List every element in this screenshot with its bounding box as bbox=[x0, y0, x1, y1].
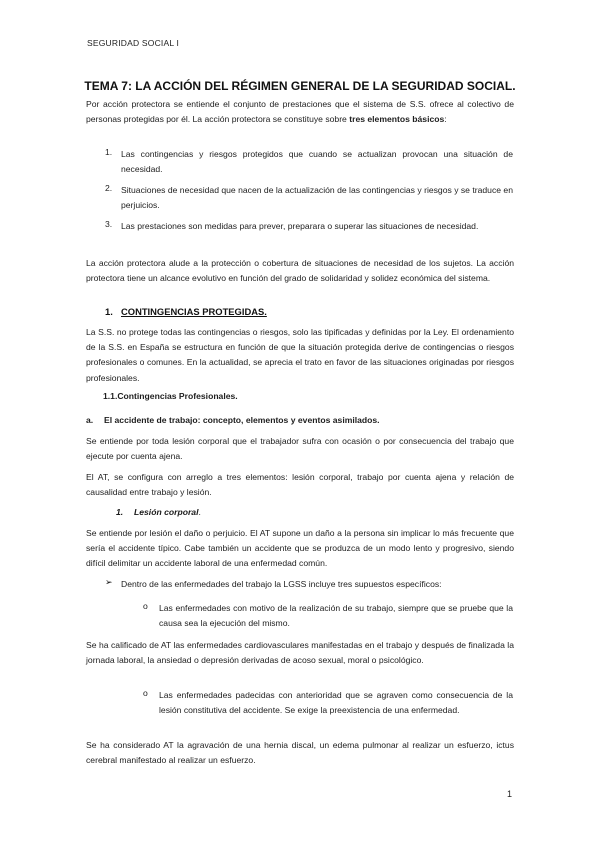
intro-paragraph bbox=[86, 97, 514, 127]
item-number: 1. bbox=[116, 507, 124, 517]
item-heading bbox=[134, 507, 201, 517]
list-item: Las prestaciones son medidas para prever, preparara o superar las situaciones de necesidad. bbox=[121, 221, 479, 231]
item-title: Lesión corporal bbox=[134, 507, 199, 517]
circle-list-item: Las enfermedades con motivo de la realización de su trabajo, siempre que se pruebe que la causa sea la ejecución del mismo. bbox=[159, 603, 513, 629]
list-number: 1. bbox=[105, 147, 113, 157]
section-heading: CONTINGENCIAS PROTEGIDAS. bbox=[121, 306, 267, 317]
paragraph-at-elements: El AT, se configura con arreglo a tres elementos: lesión corporal, trabajo por cuenta ajena y relación de causalidad entre trabajo y lesión. bbox=[86, 472, 514, 498]
subsection-heading: 1.1.Contingencias Profesionales. bbox=[103, 391, 238, 401]
paragraph-dano: Se entiende por lesión el daño o perjuicio. El AT supone un daño a la persona sin implicar lo más frecuente que sería el accidente típico. Cabe también un accidente que se produzca de un modo lento y progresivo, siendo difícil delimitar un accidente laboral de una enfermedad común. bbox=[86, 528, 514, 569]
paragraph-ss: La S.S. no protege todas las contingencias o riesgos, solo las tipificadas y definidas por la Ley. El ordenamiento de la S.S. en España se estructura en función de que la situación protegida derive de contingencias o riesgos profesionales o comunes. En la actualidad, se aprecia el trato en favor de las situaciones originadas por riesgos profesionales. bbox=[86, 327, 514, 383]
circle-bullet-icon: o bbox=[143, 601, 148, 611]
arrow-list-item: Dentro de las enfermedades del trabajo la LGSS incluye tres supuestos específicos: bbox=[121, 579, 442, 589]
paragraph-hernia: Se ha considerado AT la agravación de una hernia discal, un edema pulmonar al realizar un esfuerzo, ictus cerebral manifestado al realizar un esfuerzo. bbox=[86, 740, 514, 766]
intro-end: : bbox=[444, 114, 447, 125]
list-item: Situaciones de necesidad que nacen de la actualización de las contingencias y riesgos y se traduce en perjuicios. bbox=[121, 185, 513, 211]
point-a-label: a. bbox=[86, 415, 94, 425]
paragraph-lesion-def: Se entiende por toda lesión corporal que el trabajador sufra con ocasión o por consecuencia del trabajo que ejecute por cuenta ajena. bbox=[86, 436, 514, 462]
section-number: 1. bbox=[105, 306, 113, 317]
intro-text: Por acción protectora se entiende el conjunto de prestaciones que el sistema de S.S. ofrece al colectivo de personas protegidas por él. La acción protectora se constituye sobre bbox=[86, 99, 514, 125]
arrow-bullet-icon: ➢ bbox=[105, 577, 113, 587]
list-number: 3. bbox=[105, 219, 113, 229]
running-header: SEGURIDAD SOCIAL I bbox=[87, 38, 180, 48]
circle-list-item: Las enfermedades padecidas con anterioridad que se agraven como consecuencia de la lesión constitutiva del accidente. Se exige la preexistencia de una enfermedad. bbox=[159, 690, 513, 716]
list-number: 2. bbox=[105, 183, 113, 193]
paragraph-calificado: Se ha calificado de AT las enfermedades cardiovasculares manifestadas en el trabajo y después de finalizada la jornada laboral, la ansiedad o depresión derivadas de acoso sexual, moral o psicológico. bbox=[86, 640, 514, 666]
page-number: 1 bbox=[507, 789, 513, 799]
point-a-heading: El accidente de trabajo: concepto, elementos y eventos asimilados. bbox=[104, 415, 380, 425]
intro-bold: tres elementos básicos bbox=[349, 114, 445, 125]
list-item: Las contingencias y riesgos protegidos que cuando se actualizan provocan una situación de necesidad. bbox=[121, 149, 513, 175]
paragraph-alude: La acción protectora alude a la protección o cobertura de situaciones de necesidad de los sujetos. La acción protectora tiene un alcance evolutivo en función del grado de solidaridad y solidez económica del sistema. bbox=[86, 258, 514, 284]
item-end: . bbox=[198, 507, 201, 517]
document-title: TEMA 7: LA ACCIÓN DEL RÉGIMEN GENERAL DE LA SEGURIDAD SOCIAL. bbox=[84, 79, 516, 93]
circle-bullet-icon: o bbox=[143, 688, 148, 698]
